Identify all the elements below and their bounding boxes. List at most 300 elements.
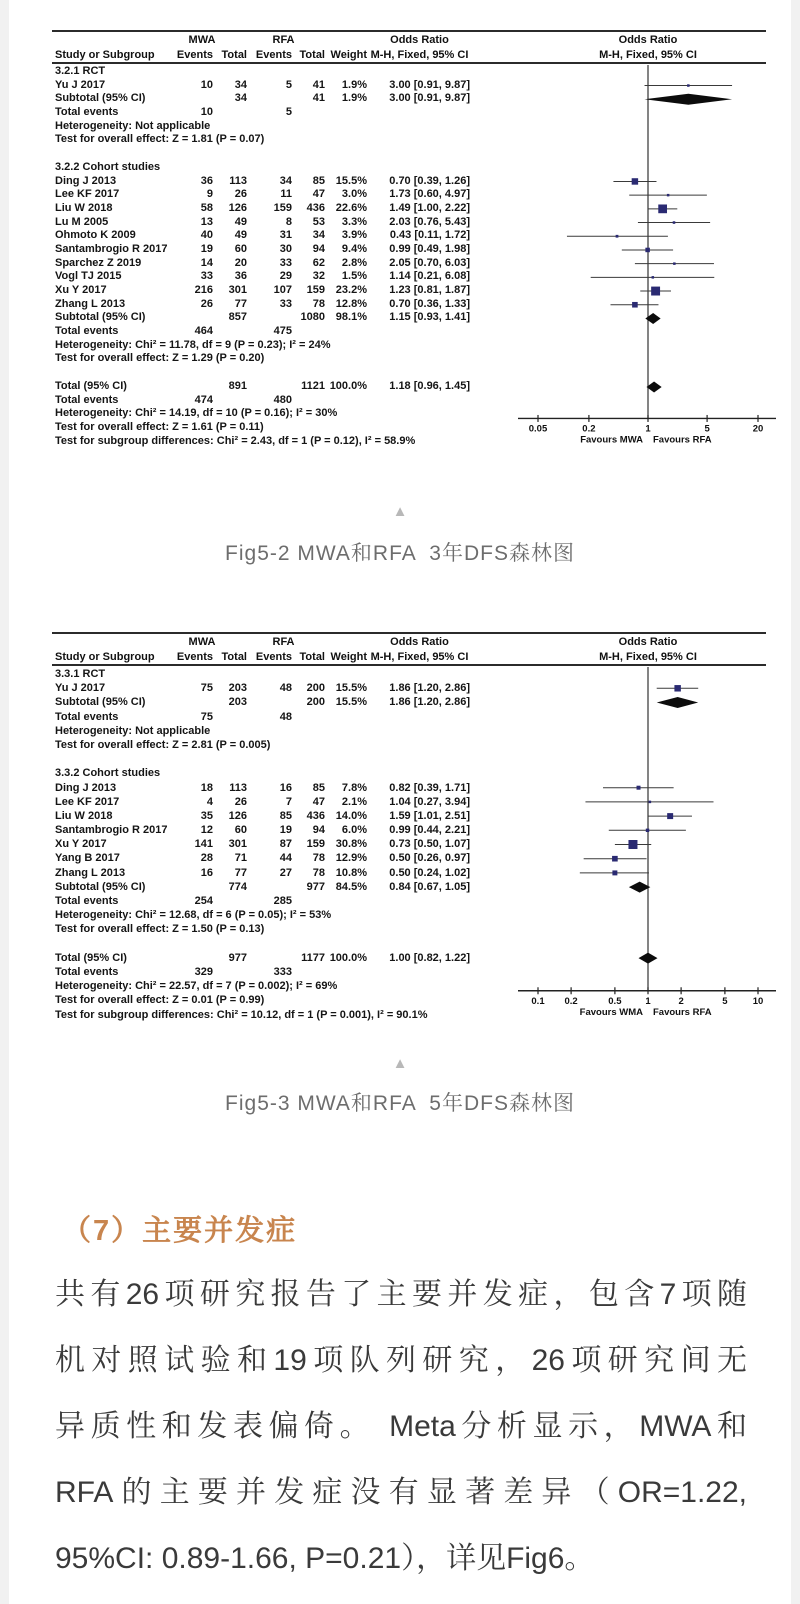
row-label: Santambrogio R 2017: [55, 242, 168, 255]
cell-w: 10.8%: [335, 866, 367, 879]
forest-row-events: [38, 106, 783, 120]
forest-row-study: [38, 79, 783, 93]
cell-w: 3.0%: [341, 188, 367, 201]
cell-t2: 159: [306, 838, 325, 851]
cell-ci: 1.23 [0.81, 1.87]: [389, 284, 470, 296]
odds-ratio-plot-header: Odds Ratio: [618, 636, 678, 648]
row-label: Total (95% CI): [55, 379, 127, 392]
forest-row-study: [38, 851, 783, 865]
row-label: Yu J 2017: [55, 682, 106, 695]
row-label: Total (95% CI): [55, 951, 127, 964]
method-plot-header: M-H, Fixed, 95% CI: [599, 49, 697, 61]
forest-row-section: [38, 766, 783, 780]
cell-e1: 10: [200, 106, 213, 119]
cell-e2: 87: [279, 838, 292, 851]
row-label: Lee KF 2017: [55, 795, 120, 808]
cell-t2: 1121: [301, 379, 325, 392]
cell-e2: 48: [279, 710, 292, 723]
odds-ratio-plot-header: Odds Ratio: [618, 34, 678, 46]
axis-tick-label: 5: [722, 995, 728, 1007]
cell-t1: 203: [228, 682, 247, 695]
forest-row-note: [38, 1008, 783, 1022]
cell-w: 12.8%: [335, 297, 367, 310]
cell-t2: 94: [312, 824, 325, 837]
row-label: Sparchez Z 2019: [55, 256, 142, 269]
row-label: Zhang L 2013: [55, 297, 126, 310]
odds-ratio-header: Odds Ratio: [390, 636, 449, 648]
forest-row-blank: [38, 752, 783, 766]
cell-t2: 62: [312, 256, 325, 269]
row-label: Ding J 2013: [55, 781, 117, 794]
weight-column-header: Weight: [330, 651, 367, 663]
forest-row-events: [38, 894, 783, 908]
row-label: Heterogeneity: Chi² = 14.19, df = 10 (P = 0.16); I² = 30%: [55, 407, 338, 420]
forest-row-note: [38, 120, 783, 134]
group2-header: RFA: [272, 34, 295, 46]
cell-e2: 27: [279, 866, 292, 879]
row-label: Heterogeneity: Chi² = 12.68, df = 6 (P = 0.05); I² = 53%: [55, 909, 332, 922]
row-label: Total events: [55, 965, 119, 978]
cell-e1: 14: [200, 256, 213, 269]
cell-t1: 60: [234, 824, 247, 837]
cell-w: 84.5%: [335, 880, 367, 893]
study-column-header: Study or Subgroup: [55, 651, 155, 663]
method-column-header: M-H, Fixed, 95% CI: [370, 49, 469, 61]
forest-row-events: [38, 325, 783, 339]
cell-e2: 285: [273, 895, 292, 907]
cell-t1: 977: [228, 951, 247, 964]
paragraph-line: 机对照试验和19项队列研究，26项研究间无: [55, 1344, 747, 1377]
cell-e1: 35: [200, 809, 213, 822]
cell-t1: 20: [234, 256, 247, 269]
cell-t1: 126: [228, 809, 247, 822]
cell-ci: 0.73 [0.50, 1.07]: [389, 838, 470, 851]
row-label: Heterogeneity: Chi² = 11.78, df = 9 (P = 0.23); I² = 24%: [55, 338, 331, 351]
forest-row-section: [38, 65, 783, 79]
row-label: Heterogeneity: Not applicable: [55, 119, 211, 132]
forest-row-section: [38, 161, 783, 175]
group2-header: RFA: [272, 636, 295, 648]
cell-t2: 200: [306, 696, 325, 709]
cell-t2: 53: [312, 215, 325, 228]
study-column-header: Study or Subgroup: [55, 49, 155, 61]
cell-e1: 36: [200, 174, 213, 187]
cell-w: 9.4%: [341, 242, 367, 255]
cell-ci: 0.99 [0.44, 2.21]: [389, 824, 470, 837]
axis-tick-label: 1: [645, 995, 651, 1007]
forest-row-study: [38, 229, 783, 243]
row-label: Santambrogio R 2017: [55, 824, 168, 837]
forest-row-note: [38, 133, 783, 147]
favours-right-label: Favours RFA: [653, 434, 712, 446]
forest-row-total: [38, 951, 783, 965]
forest-row-subtotal: [38, 880, 783, 894]
cell-e1: 19: [200, 242, 213, 255]
cell-ci: 1.49 [1.00, 2.22]: [389, 201, 470, 214]
cell-e1: 4: [206, 795, 213, 808]
cell-e1: 33: [200, 270, 213, 283]
paragraph-line: 共有26项研究报告了主要并发症，包含7项随: [55, 1278, 747, 1311]
cell-w: 22.6%: [335, 201, 367, 214]
collapse-triangle-icon[interactable]: ▲: [392, 1055, 408, 1072]
cell-w: 23.2%: [335, 284, 367, 296]
cell-w: 14.0%: [335, 809, 367, 822]
cell-w: 1.9%: [341, 78, 367, 91]
cell-e2: 34: [279, 174, 292, 187]
cell-t1: 34: [234, 78, 247, 91]
cell-t1: 301: [228, 284, 247, 296]
cell-e1: 75: [200, 710, 213, 723]
cell-e2: 33: [279, 297, 292, 310]
cell-t1: 26: [234, 188, 247, 201]
row-label: Total events: [55, 325, 119, 338]
axis-tick-label: 10: [752, 995, 764, 1007]
axis-tick-label: 0.5: [608, 995, 622, 1007]
cell-e2: 44: [279, 852, 292, 865]
cell-ci: 2.05 [0.70, 6.03]: [389, 256, 470, 269]
row-label: 3.3.1 RCT: [55, 668, 106, 680]
forest-row-study: [38, 298, 783, 312]
forest-row-events: [38, 710, 783, 724]
axis-tick-label: 5: [704, 423, 710, 435]
row-label: Test for overall effect: Z = 1.61 (P = 0.11): [55, 420, 264, 433]
total-column-header: Total: [299, 49, 325, 61]
cell-ci: 0.82 [0.39, 1.71]: [389, 781, 470, 794]
cell-t1: 113: [229, 174, 247, 187]
row-label: Ohmoto K 2009: [55, 229, 136, 242]
row-label: Vogl TJ 2015: [55, 270, 122, 283]
cell-ci: 0.99 [0.49, 1.98]: [389, 242, 470, 255]
row-label: Total events: [55, 710, 119, 723]
cell-t1: 203: [228, 696, 247, 709]
forest-row-study: [38, 175, 783, 189]
cell-t2: 85: [312, 781, 325, 794]
section-heading: （7）主要并发症: [62, 1215, 298, 1247]
row-label: Liu W 2018: [55, 809, 113, 822]
cell-t2: 436: [306, 201, 325, 214]
axis-tick-label: 0.05: [528, 423, 548, 435]
cell-ci: 1.86 [1.20, 2.86]: [389, 696, 470, 709]
axis-tick-label: 20: [752, 423, 764, 435]
forest-row-study: [38, 243, 783, 257]
forest-row-study: [38, 188, 783, 202]
forest-row-note: [38, 339, 783, 353]
method-column-header: M-H, Fixed, 95% CI: [370, 651, 469, 663]
axis-tick-label: 0.1: [531, 995, 545, 1007]
cell-w: 12.9%: [335, 852, 367, 865]
row-label: Total events: [55, 895, 119, 907]
cell-t2: 32: [312, 270, 325, 283]
cell-e2: 31: [279, 229, 292, 242]
row-label: Zhang L 2013: [55, 866, 126, 879]
events-column-header: Events: [176, 49, 213, 61]
figure-top-border: [52, 30, 766, 32]
cell-t2: 78: [312, 852, 325, 865]
row-label: Test for overall effect: Z = 1.50 (P = 0.13): [55, 923, 265, 936]
header-rule: [52, 664, 766, 666]
cell-e1: 254: [194, 895, 213, 907]
row-label: Heterogeneity: Chi² = 22.57, df = 7 (P = 0.002); I² = 69%: [55, 980, 338, 993]
header-rule: [52, 62, 766, 64]
cell-e1: 12: [200, 824, 213, 837]
cell-w: 3.9%: [341, 229, 367, 242]
row-label: Subtotal (95% CI): [55, 880, 146, 893]
cell-e1: 26: [200, 297, 213, 310]
cell-e1: 58: [200, 201, 213, 214]
row-label: Ding J 2013: [55, 174, 117, 187]
cell-t2: 977: [306, 880, 325, 893]
row-label: Xu Y 2017: [55, 838, 107, 851]
forest-row-note: [38, 738, 783, 752]
row-label: 3.2.2 Cohort studies: [55, 160, 161, 173]
cell-t1: 857: [228, 311, 247, 324]
paragraph-line: 95%CI: 0.89-1.66, P=0.21），详见Fig6。: [55, 1542, 595, 1575]
row-label: Test for overall effect: Z = 2.81 (P = 0.005): [55, 738, 271, 751]
events-column-header: Events: [176, 651, 213, 663]
row-label: Test for overall effect: Z = 1.81 (P = 0.07): [55, 133, 265, 146]
forest-row-note: [38, 979, 783, 993]
cell-ci: 2.03 [0.76, 5.43]: [389, 215, 470, 228]
cell-t2: 436: [306, 809, 325, 822]
odds-ratio-header: Odds Ratio: [390, 34, 449, 46]
favours-left-label: Favours WMA: [579, 1006, 643, 1018]
cell-e1: 329: [194, 965, 213, 978]
row-label: Liu W 2018: [55, 201, 113, 214]
row-label: Test for overall effect: Z = 1.29 (P = 0.20): [55, 352, 265, 365]
cell-t1: 77: [234, 866, 247, 879]
cell-e2: 107: [273, 284, 292, 296]
forest-row-study: [38, 202, 783, 216]
cell-ci: 1.86 [1.20, 2.86]: [389, 682, 470, 695]
row-label: Subtotal (95% CI): [55, 696, 146, 709]
forest-row-study: [38, 795, 783, 809]
cell-w: 2.1%: [341, 795, 367, 808]
cell-e1: 141: [194, 838, 213, 851]
forest-row-study: [38, 837, 783, 851]
cell-w: 1.5%: [341, 270, 367, 283]
cell-ci: 1.18 [0.96, 1.45]: [389, 379, 470, 392]
cell-ci: 0.50 [0.24, 1.02]: [389, 866, 470, 879]
cell-e2: 7: [285, 795, 292, 808]
paragraph-line: 异质性和发表偏倚。 Meta分析显示，MWA和: [55, 1410, 747, 1443]
axis-tick-label: 0.2: [582, 423, 596, 435]
cell-w: 6.0%: [341, 824, 367, 837]
row-label: 3.2.1 RCT: [55, 65, 106, 77]
cell-ci: 3.00 [0.91, 9.87]: [389, 92, 470, 105]
events-column-header: Events: [255, 49, 292, 61]
axis-tick-label: 2: [678, 995, 684, 1007]
cell-t2: 34: [312, 229, 325, 242]
cell-w: 2.8%: [341, 256, 367, 269]
cell-t1: 49: [234, 229, 247, 242]
cell-t1: 126: [228, 201, 247, 214]
forest-plot-fig5-3: [38, 632, 783, 1032]
cell-e2: 85: [279, 809, 292, 822]
forest-row-study: [38, 257, 783, 271]
cell-e2: 159: [273, 201, 292, 214]
forest-row-study: [38, 823, 783, 837]
cell-t2: 41: [312, 78, 325, 91]
method-plot-header: M-H, Fixed, 95% CI: [599, 651, 697, 663]
cell-w: 3.3%: [341, 215, 367, 228]
cell-e1: 13: [200, 215, 213, 228]
cell-e1: 40: [200, 229, 213, 242]
forest-row-total: [38, 380, 783, 394]
cell-ci: 1.14 [0.21, 6.08]: [389, 270, 470, 283]
cell-t1: 113: [229, 781, 247, 794]
cell-t1: 60: [234, 242, 247, 255]
row-label: Subtotal (95% CI): [55, 92, 146, 105]
row-label: Lu M 2005: [55, 215, 109, 228]
cell-t2: 200: [306, 682, 325, 695]
cell-w: 15.5%: [335, 696, 367, 709]
forest-row-subtotal: [38, 695, 783, 709]
forest-row-events: [38, 394, 783, 408]
cell-t1: 36: [234, 270, 247, 283]
forest-row-study: [38, 781, 783, 795]
cell-t1: 26: [234, 795, 247, 808]
cell-w: 30.8%: [335, 838, 367, 851]
cell-ci: 1.00 [0.82, 1.22]: [389, 951, 470, 964]
forest-row-blank: [38, 366, 783, 380]
row-label: Yang B 2017: [55, 852, 120, 865]
cell-e1: 474: [194, 393, 213, 406]
cell-t1: 71: [234, 852, 247, 865]
forest-plot-fig5-2: [38, 30, 783, 462]
cell-t1: 301: [228, 838, 247, 851]
group1-header: MWA: [188, 34, 216, 46]
cell-ci: 0.43 [0.11, 1.72]: [389, 229, 470, 242]
cell-e1: 464: [194, 325, 213, 338]
cell-t1: 774: [228, 880, 247, 893]
cell-e2: 48: [279, 682, 292, 695]
forest-row-study: [38, 216, 783, 230]
cell-t2: 94: [312, 242, 325, 255]
cell-e1: 9: [206, 188, 213, 201]
cell-w: 15.5%: [335, 174, 367, 187]
cell-e2: 480: [273, 393, 292, 406]
figure-caption-fig5-3: Fig5-3 MWA和RFA 5年DFS森林图: [225, 1092, 575, 1115]
cell-t2: 85: [312, 174, 325, 187]
cell-ci: 1.73 [0.60, 4.97]: [389, 188, 470, 201]
forest-row-study: [38, 681, 783, 695]
cell-t1: 891: [228, 379, 247, 392]
favours-left-label: Favours MWA: [580, 434, 643, 446]
collapse-triangle-icon[interactable]: ▲: [392, 503, 408, 520]
row-label: Test for subgroup differences: Chi² = 2.43, df = 1 (P = 0.12), I² = 58.9%: [55, 434, 416, 447]
cell-e1: 16: [200, 866, 213, 879]
body-paragraph: [55, 1262, 747, 1592]
weight-column-header: Weight: [330, 49, 367, 61]
row-label: Test for subgroup differences: Chi² = 10.12, df = 1 (P = 0.001), I² = 90.1%: [55, 1008, 428, 1021]
cell-e2: 30: [279, 242, 292, 255]
forest-row-study: [38, 809, 783, 823]
cell-t2: 41: [312, 92, 325, 105]
cell-e2: 475: [273, 325, 292, 338]
cell-ci: 1.04 [0.27, 3.94]: [389, 795, 470, 808]
forest-row-events: [38, 965, 783, 979]
total-column-header: Total: [221, 651, 247, 663]
forest-row-study: [38, 284, 783, 298]
cell-t2: 1080: [300, 311, 325, 324]
forest-row-blank: [38, 937, 783, 951]
cell-e2: 333: [273, 965, 292, 978]
forest-row-study: [38, 866, 783, 880]
cell-t2: 159: [306, 284, 325, 296]
cell-t1: 49: [234, 215, 247, 228]
cell-w: 100.0%: [329, 951, 367, 964]
cell-ci: 1.59 [1.01, 2.51]: [389, 809, 470, 822]
figure-caption-fig5-2: Fig5-2 MWA和RFA 3年DFS森林图: [225, 542, 575, 565]
cell-ci: 0.50 [0.26, 0.97]: [389, 852, 470, 865]
row-label: Total events: [55, 106, 119, 119]
total-column-header: Total: [299, 651, 325, 663]
cell-e1: 28: [200, 852, 213, 865]
forest-row-subtotal: [38, 92, 783, 106]
forest-table-rows: [38, 667, 783, 1022]
cell-e2: 33: [279, 256, 292, 269]
events-column-header: Events: [255, 651, 292, 663]
forest-row-note: [38, 724, 783, 738]
forest-row-subtotal: [38, 311, 783, 325]
row-label: Total events: [55, 393, 119, 406]
group1-header: MWA: [188, 636, 216, 648]
forest-row-note: [38, 435, 783, 449]
cell-w: 7.8%: [341, 781, 367, 794]
cell-w: 100.0%: [329, 379, 367, 392]
axis-tick-label: 0.2: [564, 995, 578, 1007]
cell-ci: 3.00 [0.91, 9.87]: [389, 78, 470, 91]
cell-e1: 216: [194, 284, 213, 296]
cell-e2: 29: [279, 270, 292, 283]
cell-t2: 1177: [301, 951, 325, 964]
forest-row-note: [38, 352, 783, 366]
cell-t2: 47: [312, 188, 325, 201]
row-label: Lee KF 2017: [55, 188, 120, 201]
cell-t2: 78: [312, 866, 325, 879]
favours-right-label: Favours RFA: [653, 1006, 712, 1018]
row-label: Test for overall effect: Z = 0.01 (P = 0.99): [55, 994, 265, 1007]
row-label: Yu J 2017: [55, 78, 106, 91]
cell-t2: 47: [312, 795, 325, 808]
cell-e2: 19: [279, 824, 292, 837]
forest-row-note: [38, 993, 783, 1007]
forest-row-note: [38, 407, 783, 421]
cell-ci: 1.15 [0.93, 1.41]: [389, 311, 470, 324]
forest-row-note: [38, 421, 783, 435]
forest-row-blank: [38, 147, 783, 161]
row-label: Heterogeneity: Not applicable: [55, 724, 211, 737]
cell-e2: 8: [285, 215, 292, 228]
row-label: Subtotal (95% CI): [55, 311, 146, 324]
page-left-margin: [0, 0, 9, 1604]
forest-row-section: [38, 667, 783, 681]
cell-e2: 11: [280, 188, 292, 201]
cell-ci: 0.70 [0.36, 1.33]: [389, 297, 470, 310]
row-label: Xu Y 2017: [55, 284, 107, 296]
figure-top-border: [52, 632, 766, 634]
forest-row-note: [38, 922, 783, 936]
paragraph-line: RFA的主要并发症没有显著差异（OR=1.22,: [55, 1476, 747, 1509]
cell-e2: 5: [285, 106, 292, 119]
forest-row-study: [38, 270, 783, 284]
page-right-margin: [791, 0, 800, 1604]
cell-w: 15.5%: [335, 682, 367, 695]
cell-w: 1.9%: [341, 92, 367, 105]
cell-e2: 16: [279, 781, 292, 794]
cell-e1: 18: [200, 781, 213, 794]
cell-e1: 10: [200, 78, 213, 91]
